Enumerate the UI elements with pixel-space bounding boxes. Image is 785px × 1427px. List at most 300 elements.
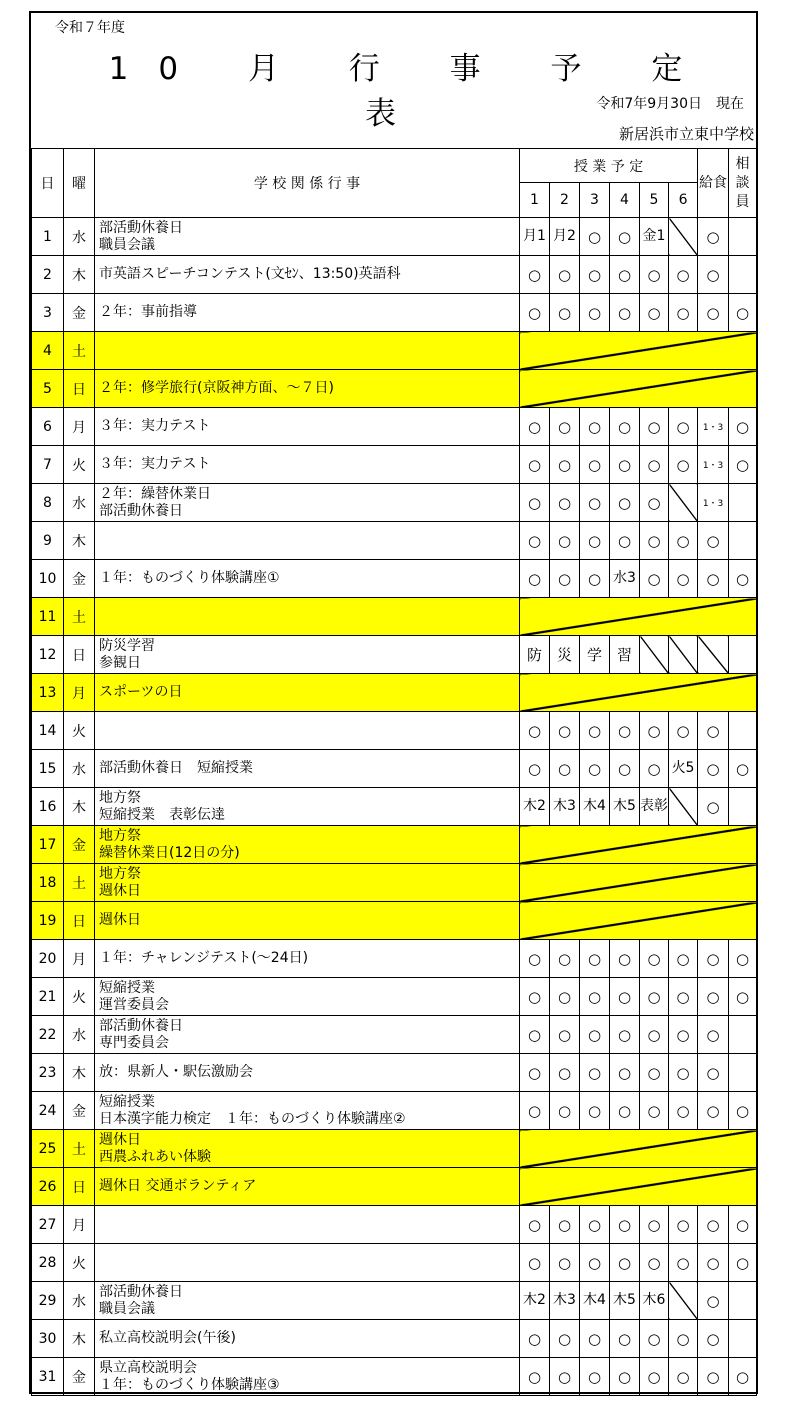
event-cell xyxy=(95,1282,520,1320)
event-line: 地方祭 xyxy=(99,827,141,844)
day-cell: 27 xyxy=(32,1206,64,1244)
period-cell: ○ xyxy=(580,712,610,750)
period-cell: ○ xyxy=(610,294,640,332)
period-cell: ○ xyxy=(640,446,669,484)
table-row xyxy=(32,1320,757,1358)
period-cell: ○ xyxy=(520,484,550,522)
event-line: ３年：実力テスト xyxy=(99,418,211,434)
period-cell: ○ xyxy=(669,560,698,598)
lunch-cell: 1・3 xyxy=(698,446,729,484)
counselor-cell xyxy=(729,1320,757,1358)
period-cell: ○ xyxy=(640,978,669,1016)
day-cell: 21 xyxy=(32,978,64,1016)
event-cell xyxy=(95,1130,520,1168)
weekday-cell: 日 xyxy=(64,902,95,940)
period-cell: 木6 xyxy=(640,1282,669,1320)
period-cell: ○ xyxy=(520,560,550,598)
counselor-cell: ○ xyxy=(729,750,757,788)
page-title: 10 月 行 事 予 定 表 xyxy=(108,51,713,132)
period-cell: ○ xyxy=(520,1092,550,1130)
table-row xyxy=(32,1206,757,1244)
period-cell: ○ xyxy=(610,484,640,522)
period-cell: ○ xyxy=(550,408,580,446)
day-cell: 7 xyxy=(32,446,64,484)
event-cell xyxy=(95,522,520,560)
table-row xyxy=(32,332,757,370)
period-cell: ○ xyxy=(610,1244,640,1282)
period-cell: ○ xyxy=(640,1320,669,1358)
weekday-cell: 月 xyxy=(64,408,95,446)
period-cell: ○ xyxy=(550,1016,580,1054)
event-cell xyxy=(95,978,520,1016)
day-cell: 20 xyxy=(32,940,64,978)
schedule-sheet xyxy=(29,11,758,1394)
period-cell: ○ xyxy=(610,522,640,560)
event-cell xyxy=(95,1168,520,1206)
weekday-cell: 土 xyxy=(64,598,95,636)
period-cell: ○ xyxy=(640,1054,669,1092)
period-header: 1 xyxy=(520,183,550,218)
period-cell: ○ xyxy=(550,1320,580,1358)
event-cell xyxy=(95,1054,520,1092)
counselor-cell xyxy=(729,788,757,826)
no-class-cell xyxy=(520,1130,757,1168)
table-row xyxy=(32,294,757,332)
period-cell: ○ xyxy=(640,1358,669,1396)
table-row xyxy=(32,598,757,636)
event-line: 防災学習 xyxy=(99,637,155,654)
period-cell: ○ xyxy=(640,1016,669,1054)
period-cell: ○ xyxy=(580,1054,610,1092)
day-cell: 26 xyxy=(32,1168,64,1206)
day-cell: 10 xyxy=(32,560,64,598)
event-cell xyxy=(95,218,520,256)
day-cell: 16 xyxy=(32,788,64,826)
lunch-cell: ○ xyxy=(698,1092,729,1130)
col-weekday-header: 曜 xyxy=(64,149,95,218)
event-cell xyxy=(95,256,520,294)
counselor-cell: ○ xyxy=(729,1358,757,1396)
day-cell: 25 xyxy=(32,1130,64,1168)
period-cell: ○ xyxy=(669,408,698,446)
period-cell: ○ xyxy=(550,484,580,522)
period-cell: ○ xyxy=(640,940,669,978)
period-cell: ○ xyxy=(550,750,580,788)
counselor-cell: ○ xyxy=(729,1092,757,1130)
day-cell: 17 xyxy=(32,826,64,864)
period-cell: ○ xyxy=(610,712,640,750)
event-cell xyxy=(95,788,520,826)
no-class-cell xyxy=(520,864,757,902)
period-cell: ○ xyxy=(550,940,580,978)
period-cell xyxy=(640,636,669,674)
weekday-cell: 日 xyxy=(64,370,95,408)
event-line: 週休日 xyxy=(99,912,141,928)
weekday-cell: 日 xyxy=(64,636,95,674)
table-row xyxy=(32,1244,757,1282)
event-line: 短縮授業 表彰伝達 xyxy=(99,806,225,823)
weekday-cell: 木 xyxy=(64,256,95,294)
period-cell: ○ xyxy=(669,1054,698,1092)
period-cell: ○ xyxy=(610,256,640,294)
event-line: 私立高校説明会(午後) xyxy=(99,1330,236,1346)
period-cell: ○ xyxy=(580,1358,610,1396)
event-line: 部活動休養日 短縮授業 xyxy=(99,760,253,776)
period-cell: ○ xyxy=(669,1016,698,1054)
table-row xyxy=(32,484,757,522)
event-cell xyxy=(95,294,520,332)
event-cell xyxy=(95,370,520,408)
period-header: 5 xyxy=(640,183,669,218)
period-header: 3 xyxy=(580,183,610,218)
weekday-cell: 火 xyxy=(64,446,95,484)
event-cell xyxy=(95,826,520,864)
period-cell: ○ xyxy=(550,256,580,294)
day-cell: 24 xyxy=(32,1092,64,1130)
period-cell: ○ xyxy=(669,1092,698,1130)
counselor-cell xyxy=(729,1282,757,1320)
period-cell: ○ xyxy=(550,1092,580,1130)
no-class-cell xyxy=(520,902,757,940)
counselor-cell xyxy=(729,484,757,522)
period-cell: ○ xyxy=(520,1206,550,1244)
counselor-cell: ○ xyxy=(729,1244,757,1282)
weekday-cell: 金 xyxy=(64,560,95,598)
weekday-cell: 金 xyxy=(64,294,95,332)
lunch-cell: ○ xyxy=(698,1282,729,1320)
day-cell: 5 xyxy=(32,370,64,408)
table-row xyxy=(32,1016,757,1054)
lunch-cell: ○ xyxy=(698,788,729,826)
lunch-cell: ○ xyxy=(698,1016,729,1054)
period-cell: ○ xyxy=(580,978,610,1016)
col-classes-header: 授 業 予 定 xyxy=(520,149,698,183)
event-line: 週休日 xyxy=(99,882,141,899)
event-line: 放：県新人・駅伝激励会 xyxy=(99,1064,253,1080)
period-header: 6 xyxy=(669,183,698,218)
counselor-cell: ○ xyxy=(729,1206,757,1244)
fiscal-year-label: 令和７年度 xyxy=(55,20,125,36)
event-line: ２年：修学旅行(京阪神方面、～７日) xyxy=(99,380,334,396)
table-row xyxy=(32,750,757,788)
period-cell: ○ xyxy=(520,1244,550,1282)
period-cell: 木5 xyxy=(610,788,640,826)
day-cell: 19 xyxy=(32,902,64,940)
table-row xyxy=(32,826,757,864)
period-cell: 学 xyxy=(580,636,610,674)
counselor-cell xyxy=(729,1016,757,1054)
counselor-cell: ○ xyxy=(729,294,757,332)
no-class-cell xyxy=(520,826,757,864)
period-cell: ○ xyxy=(640,1244,669,1282)
event-cell xyxy=(95,674,520,712)
period-cell: ○ xyxy=(580,1092,610,1130)
counselor-cell: ○ xyxy=(729,978,757,1016)
day-cell: 4 xyxy=(32,332,64,370)
event-line: 職員会議 xyxy=(99,236,155,253)
table-row xyxy=(32,1168,757,1206)
lunch-cell: ○ xyxy=(698,712,729,750)
table-row xyxy=(32,446,757,484)
period-cell: ○ xyxy=(610,1206,640,1244)
period-cell: ○ xyxy=(580,446,610,484)
weekday-cell: 水 xyxy=(64,218,95,256)
event-cell xyxy=(95,750,520,788)
period-cell: ○ xyxy=(580,1244,610,1282)
event-line: 参観日 xyxy=(99,654,141,671)
counselor-cell xyxy=(729,256,757,294)
period-cell: ○ xyxy=(520,1054,550,1092)
event-cell xyxy=(95,864,520,902)
weekday-cell: 金 xyxy=(64,1358,95,1396)
no-class-cell xyxy=(520,332,757,370)
lunch-cell: ○ xyxy=(698,978,729,1016)
period-cell: 木2 xyxy=(520,788,550,826)
period-cell: ○ xyxy=(610,1054,640,1092)
schedule-table xyxy=(31,148,757,1396)
table-row xyxy=(32,978,757,1016)
event-line: ２年：繰替休業日 xyxy=(99,485,211,502)
period-cell: ○ xyxy=(669,294,698,332)
table-row xyxy=(32,940,757,978)
event-line: ２年：事前指導 xyxy=(99,304,197,320)
period-cell xyxy=(669,218,698,256)
period-cell: ○ xyxy=(669,446,698,484)
no-class-cell xyxy=(520,370,757,408)
day-cell: 31 xyxy=(32,1358,64,1396)
weekday-cell: 水 xyxy=(64,1016,95,1054)
period-cell: ○ xyxy=(640,712,669,750)
period-cell xyxy=(669,1282,698,1320)
period-cell: ○ xyxy=(550,1244,580,1282)
day-cell: 23 xyxy=(32,1054,64,1092)
table-row xyxy=(32,712,757,750)
event-cell xyxy=(95,1358,520,1396)
day-cell: 9 xyxy=(32,522,64,560)
weekday-cell: 水 xyxy=(64,750,95,788)
table-row xyxy=(32,1054,757,1092)
period-cell: ○ xyxy=(669,940,698,978)
weekday-cell: 木 xyxy=(64,1320,95,1358)
day-cell: 14 xyxy=(32,712,64,750)
lunch-cell: ○ xyxy=(698,1244,729,1282)
counselor-cell: ○ xyxy=(729,408,757,446)
period-cell: ○ xyxy=(669,712,698,750)
event-line: スポーツの日 xyxy=(99,684,183,700)
period-cell: 災 xyxy=(550,636,580,674)
period-cell xyxy=(669,636,698,674)
period-cell: ○ xyxy=(610,1358,640,1396)
weekday-cell: 月 xyxy=(64,940,95,978)
lunch-cell: ○ xyxy=(698,218,729,256)
period-cell: ○ xyxy=(610,1320,640,1358)
event-cell xyxy=(95,1016,520,1054)
day-cell: 29 xyxy=(32,1282,64,1320)
period-cell: ○ xyxy=(520,446,550,484)
event-cell xyxy=(95,636,520,674)
table-row xyxy=(32,1282,757,1320)
period-cell: ○ xyxy=(580,560,610,598)
period-cell: ○ xyxy=(610,978,640,1016)
weekday-cell: 月 xyxy=(64,674,95,712)
lunch-cell: 1・3 xyxy=(698,408,729,446)
counselor-cell xyxy=(729,522,757,560)
period-cell: ○ xyxy=(520,294,550,332)
day-cell: 30 xyxy=(32,1320,64,1358)
period-cell: ○ xyxy=(610,750,640,788)
period-cell: 水3 xyxy=(610,560,640,598)
event-line: 部活動休養日 xyxy=(99,502,183,519)
period-cell: ○ xyxy=(520,522,550,560)
event-line: 職員会議 xyxy=(99,1300,155,1317)
col-day-header: 日 xyxy=(32,149,64,218)
event-line: 日本漢字能力検定 １年：ものづくり体験講座② xyxy=(99,1110,406,1127)
lunch-cell: 1・3 xyxy=(698,484,729,522)
period-cell: ○ xyxy=(610,1092,640,1130)
period-cell: ○ xyxy=(550,712,580,750)
period-cell: ○ xyxy=(640,560,669,598)
period-cell: ○ xyxy=(610,1016,640,1054)
table-row xyxy=(32,902,757,940)
weekday-cell: 日 xyxy=(64,1168,95,1206)
weekday-cell: 金 xyxy=(64,1092,95,1130)
weekday-cell: 金 xyxy=(64,826,95,864)
period-cell: 木4 xyxy=(580,788,610,826)
period-cell: ○ xyxy=(550,294,580,332)
period-cell: ○ xyxy=(580,294,610,332)
counselor-cell: ○ xyxy=(729,446,757,484)
period-cell: ○ xyxy=(520,256,550,294)
table-row xyxy=(32,864,757,902)
day-cell: 2 xyxy=(32,256,64,294)
event-cell xyxy=(95,560,520,598)
period-cell xyxy=(669,484,698,522)
period-cell: 防 xyxy=(520,636,550,674)
event-cell xyxy=(95,484,520,522)
period-cell: ○ xyxy=(610,408,640,446)
period-cell: ○ xyxy=(520,750,550,788)
counselor-cell: ○ xyxy=(729,560,757,598)
period-cell: ○ xyxy=(550,522,580,560)
period-cell: ○ xyxy=(550,978,580,1016)
event-line: 市英語スピーチコンテスト(文ｾﾝ、13:50)英語科 xyxy=(99,266,401,282)
event-line: １年：ものづくり体験講座① xyxy=(99,570,280,586)
weekday-cell: 火 xyxy=(64,978,95,1016)
event-cell xyxy=(95,940,520,978)
event-cell xyxy=(95,332,520,370)
table-row xyxy=(32,370,757,408)
col-events-header: 学 校 関 係 行 事 xyxy=(95,149,520,218)
period-cell: ○ xyxy=(580,1016,610,1054)
period-cell: ○ xyxy=(640,1206,669,1244)
weekday-cell: 月 xyxy=(64,1206,95,1244)
col-counselor-header: 相談員 xyxy=(729,149,757,218)
period-cell: ○ xyxy=(640,294,669,332)
period-header: 2 xyxy=(550,183,580,218)
event-line: 週休日 xyxy=(99,1131,141,1148)
event-cell xyxy=(95,446,520,484)
period-cell: ○ xyxy=(580,522,610,560)
period-cell: ○ xyxy=(669,522,698,560)
table-row xyxy=(32,522,757,560)
period-cell: 木5 xyxy=(610,1282,640,1320)
period-cell: ○ xyxy=(669,978,698,1016)
period-cell: ○ xyxy=(580,940,610,978)
period-cell: ○ xyxy=(580,256,610,294)
period-cell: ○ xyxy=(520,1016,550,1054)
school-name: 新居浜市立東中学校 xyxy=(618,125,754,143)
counselor-cell xyxy=(729,1054,757,1092)
period-cell: ○ xyxy=(640,522,669,560)
period-cell: ○ xyxy=(520,978,550,1016)
event-cell xyxy=(95,902,520,940)
event-line: 県立高校説明会 xyxy=(99,1359,197,1376)
lunch-cell: ○ xyxy=(698,750,729,788)
day-cell: 13 xyxy=(32,674,64,712)
schedule-rows xyxy=(32,218,757,1396)
table-row xyxy=(32,788,757,826)
period-cell: ○ xyxy=(520,940,550,978)
period-cell: ○ xyxy=(520,712,550,750)
table-row xyxy=(32,636,757,674)
period-cell: ○ xyxy=(580,484,610,522)
weekday-cell: 水 xyxy=(64,484,95,522)
lunch-cell: ○ xyxy=(698,940,729,978)
period-cell: 表彰 xyxy=(640,788,669,826)
event-line: 繰替休業日(12日の分) xyxy=(99,844,240,861)
table-row xyxy=(32,218,757,256)
lunch-cell: ○ xyxy=(698,560,729,598)
period-header: 4 xyxy=(610,183,640,218)
period-cell: ○ xyxy=(669,1320,698,1358)
period-cell: 木4 xyxy=(580,1282,610,1320)
weekday-cell: 土 xyxy=(64,1130,95,1168)
day-cell: 22 xyxy=(32,1016,64,1054)
weekday-cell: 土 xyxy=(64,332,95,370)
period-cell: ○ xyxy=(580,750,610,788)
day-cell: 15 xyxy=(32,750,64,788)
period-cell: ○ xyxy=(669,1358,698,1396)
counselor-cell xyxy=(729,712,757,750)
no-class-cell xyxy=(520,1168,757,1206)
lunch-cell xyxy=(698,636,729,674)
period-cell: ○ xyxy=(550,1358,580,1396)
event-line: 地方祭 xyxy=(99,789,141,806)
event-line: 部活動休養日 xyxy=(99,1017,183,1034)
period-cell xyxy=(669,788,698,826)
period-cell: ○ xyxy=(640,256,669,294)
period-cell: 木2 xyxy=(520,1282,550,1320)
lunch-cell: ○ xyxy=(698,1358,729,1396)
table-row xyxy=(32,256,757,294)
event-line: １年：チャレンジテスト(～24日) xyxy=(99,950,309,966)
lunch-cell: ○ xyxy=(698,1206,729,1244)
period-cell: ○ xyxy=(610,218,640,256)
period-cell: ○ xyxy=(610,446,640,484)
table-row xyxy=(32,1358,757,1396)
period-cell: ○ xyxy=(669,1206,698,1244)
weekday-cell: 木 xyxy=(64,1054,95,1092)
period-cell: ○ xyxy=(580,408,610,446)
table-row xyxy=(32,408,757,446)
period-cell: 火5 xyxy=(669,750,698,788)
event-line: 専門委員会 xyxy=(99,1034,169,1051)
period-cell: 月1 xyxy=(520,218,550,256)
day-cell: 18 xyxy=(32,864,64,902)
event-line: 週休日 交通ボランティア xyxy=(99,1178,257,1194)
no-class-cell xyxy=(520,674,757,712)
day-cell: 12 xyxy=(32,636,64,674)
